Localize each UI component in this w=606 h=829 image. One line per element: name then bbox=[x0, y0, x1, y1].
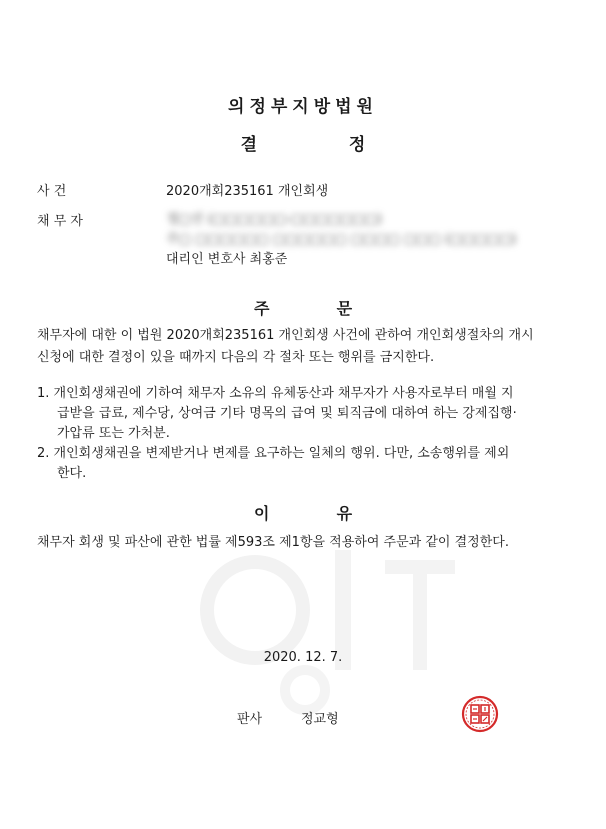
order-heading-left: 주 bbox=[253, 299, 270, 318]
reason-heading bbox=[0, 501, 606, 524]
debtor-label: 채 무 자 bbox=[37, 214, 83, 229]
order-item-1-line-3: 가압류 또는 가처분. bbox=[57, 426, 170, 441]
judge-name: 정교형 bbox=[301, 712, 339, 727]
debtor-name-redacted: 정□선 (□□□□□□-□□□□□□□) bbox=[166, 212, 383, 227]
document-title-left: 결 bbox=[240, 135, 258, 155]
debtor-agent: 대리인 변호사 최홍준 bbox=[166, 252, 288, 267]
order-heading bbox=[0, 296, 606, 319]
decision-date: 2020. 12. 7. bbox=[263, 650, 343, 665]
order-item-1-line-2: 급받을 급료, 제수당, 상여금 기타 명목의 급여 및 퇴직금에 대하여 하는 강제집행· bbox=[57, 406, 517, 421]
court-name: 의정부지방법원 bbox=[228, 97, 378, 117]
reason-text: 채무자 회생 및 파산에 관한 법률 제593조 제1항을 적용하여 주문과 같이 결정한다. bbox=[37, 535, 509, 550]
order-item-2-line-2: 한다. bbox=[57, 466, 87, 481]
judge-label: 판사 bbox=[237, 712, 263, 727]
document-title-right: 정 bbox=[348, 135, 366, 155]
case-number: 2020개회235161 개인회생 bbox=[166, 184, 329, 199]
debtor-address-redacted: 주□ □□□□□□ □□□□□□ □□□□ □□□ (□□□□□) bbox=[166, 232, 517, 247]
order-item-2-line-1: 2. 개인회생채권을 변제받거나 변제를 요구하는 일체의 행위. 다만, 소송행위를 제외 bbox=[37, 446, 510, 461]
order-text-line-2: 신청에 대한 결정이 있을 때까지 다음의 각 절차 또는 행위를 금지한다. bbox=[37, 350, 435, 365]
reason-heading-right: 유 bbox=[336, 504, 353, 523]
document-title bbox=[0, 130, 606, 155]
case-label: 사 건 bbox=[37, 184, 67, 199]
order-item-1-line-1: 1. 개인회생채권에 기하여 채무자 소유의 유체동산과 채무자가 사용자로부터 매월 지 bbox=[37, 386, 514, 401]
reason-heading-left: 이 bbox=[253, 504, 270, 523]
order-text-line-1: 채무자에 대한 이 법원 2020개회235161 개인회생 사건에 관하여 개인회생절차의 개시 bbox=[37, 328, 534, 343]
court-seal-stamp bbox=[460, 694, 500, 734]
order-heading-right: 문 bbox=[336, 299, 353, 318]
